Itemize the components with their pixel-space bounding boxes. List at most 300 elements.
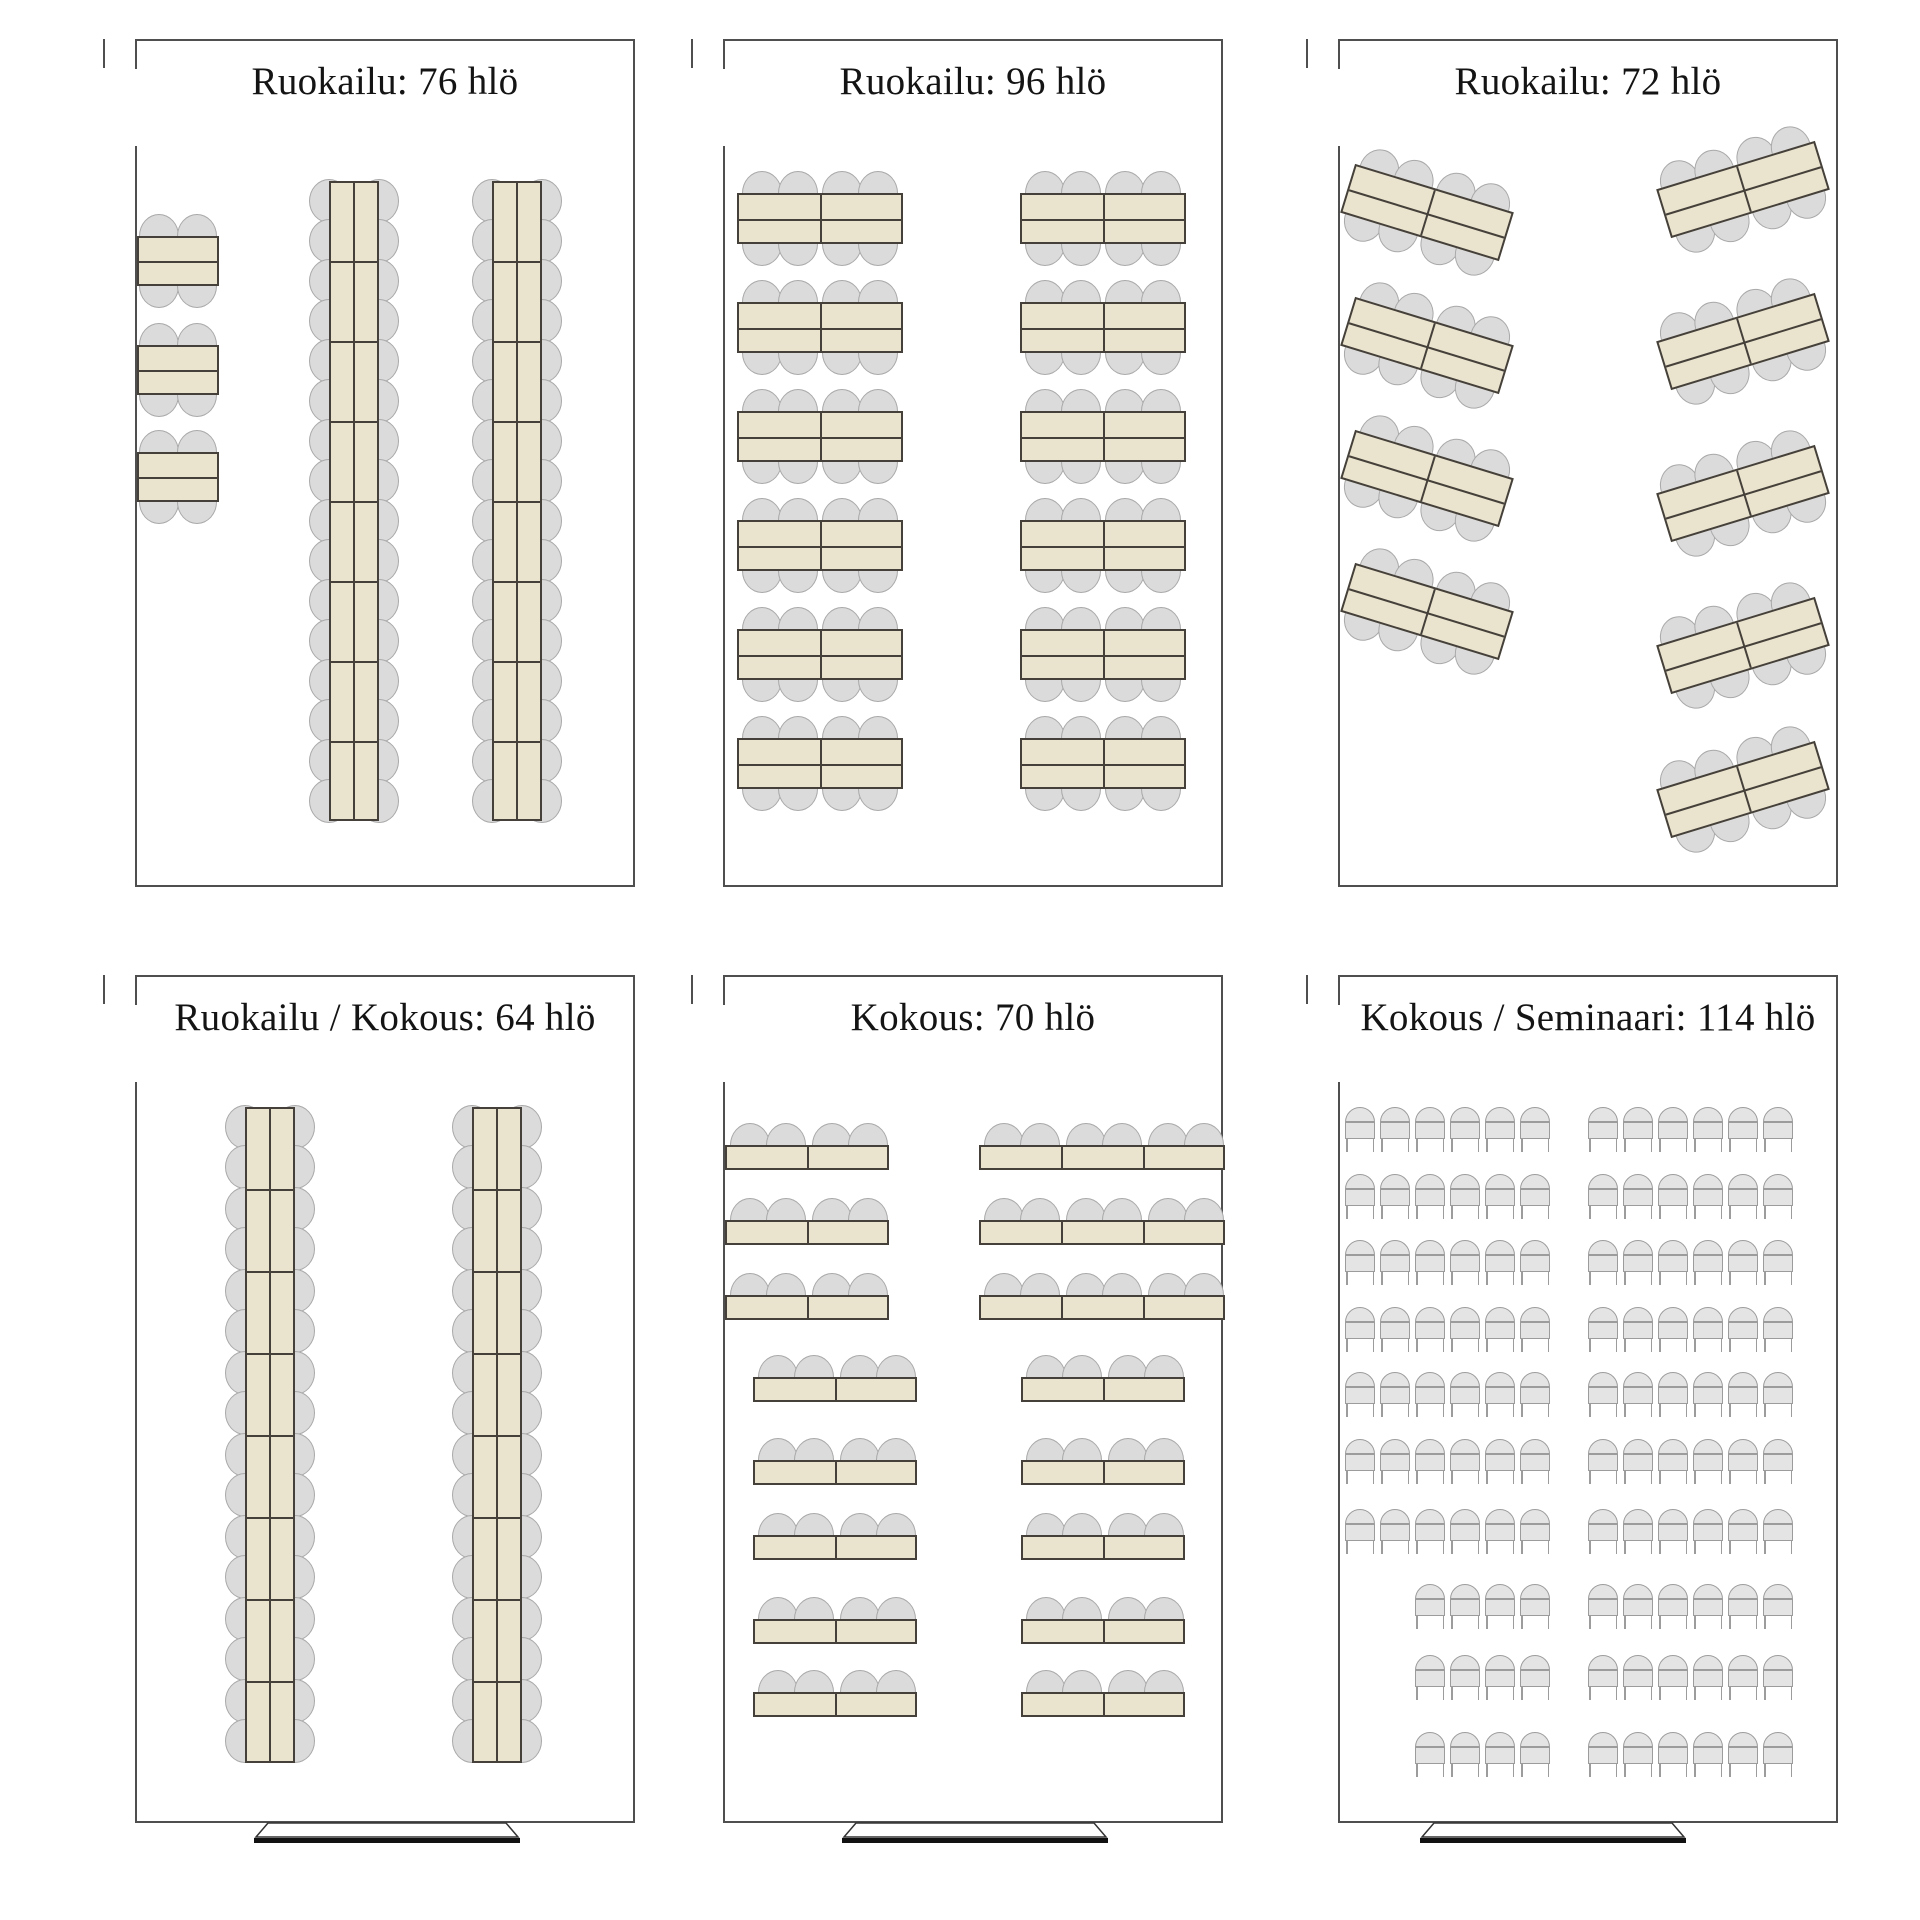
seminar-chair-leg [1659,1470,1661,1484]
seminar-chair-leg [1729,1615,1731,1629]
table-divider-line [1143,1222,1145,1243]
seminar-chair-seat-line [1624,1598,1652,1600]
seminar-chair-seat-line [1416,1121,1444,1123]
seminar-chair-leg [1451,1338,1453,1352]
seminar-chair-leg [1624,1470,1626,1484]
seminar-chair-back [1763,1509,1793,1541]
seminar-chair-seat-line [1346,1121,1374,1123]
table-divider-line [494,501,540,503]
door-leaf-line [691,975,693,1004]
seminar-chair-leg [1791,1470,1793,1484]
seminar-chair-back [1588,1240,1618,1272]
seminar-chair-back [1345,1509,1375,1541]
seminar-chair-leg [1521,1540,1523,1554]
dining-table-group [137,345,219,395]
table-divider-line [331,581,377,583]
seminar-chair-leg [1513,1271,1515,1285]
table-divider-line [247,1353,293,1355]
seminar-chair-leg [1694,1540,1696,1554]
seminar-chair-seat-line [1764,1386,1792,1388]
floor-plan-panel [135,975,635,1823]
seminar-chair-icon [1345,1509,1375,1555]
seminar-chair-leg [1721,1540,1723,1554]
dining-table-group [137,236,219,286]
seminar-chair-icon [1588,1240,1618,1286]
seminar-chair-back [1345,1439,1375,1471]
seminar-chair-leg [1764,1205,1766,1219]
seminar-chair-back [1520,1732,1550,1764]
seminar-chair-seat-line [1624,1254,1652,1256]
dining-table [137,345,219,395]
seminar-chair-leg [1589,1686,1591,1700]
seminar-chair-leg [1451,1205,1453,1219]
banquet-table [737,411,903,462]
table-divider-line [1103,1694,1105,1715]
seminar-chair-icon [1693,1439,1723,1485]
seminar-chair-leg [1443,1338,1445,1352]
seminar-chair-icon [1693,1584,1723,1630]
table-divider-line [1103,1379,1105,1400]
seminar-chair-leg [1408,1338,1410,1352]
seminar-chair-seat-line [1589,1188,1617,1190]
banquet-table [1020,302,1186,353]
seminar-chair-seat-line [1521,1188,1549,1190]
podium [254,1822,520,1844]
seminar-chair-back [1588,1584,1618,1616]
seminar-chair-leg [1624,1403,1626,1417]
seminar-chair-leg [1721,1205,1723,1219]
seminar-chair-leg [1791,1615,1793,1629]
seminar-chair-back [1380,1107,1410,1139]
seminar-chair-seat-line [1589,1254,1617,1256]
seminar-chair-leg [1416,1615,1418,1629]
seminar-chair-leg [1373,1138,1375,1152]
seminar-chair-back [1623,1107,1653,1139]
seminar-chair-icon [1520,1732,1550,1778]
table-divider-line [474,1353,520,1355]
seminar-chair-leg [1756,1470,1758,1484]
seminar-chair-back [1588,1107,1618,1139]
seminar-chair-leg [1791,1271,1793,1285]
seminar-chair-icon [1763,1372,1793,1418]
seminar-chair-leg [1486,1686,1488,1700]
seminar-chair-back [1345,1174,1375,1206]
seminar-chair-icon [1485,1174,1515,1220]
seminar-chair-leg [1651,1205,1653,1219]
table-divider-line [835,1621,837,1642]
seminar-chair-leg [1651,1686,1653,1700]
seminar-chair-seat-line [1764,1254,1792,1256]
table-divider-line [474,1271,520,1273]
seminar-chair-back [1415,1107,1445,1139]
seminar-chair-icon [1588,1655,1618,1701]
seminar-chair-icon [1658,1240,1688,1286]
seminar-chair-icon [1763,1107,1793,1153]
seminar-chair-seat-line [1694,1746,1722,1748]
seminar-chair-icon [1763,1439,1793,1485]
seminar-chair-back [1623,1584,1653,1616]
seminar-chair-seat-line [1486,1188,1514,1190]
table-divider-line [1103,304,1105,351]
seminar-chair-leg [1486,1403,1488,1417]
seminar-chair-seat-line [1659,1121,1687,1123]
table-divider-line [247,1189,293,1191]
seminar-chair-back [1763,1372,1793,1404]
seminar-chair-leg [1624,1540,1626,1554]
seminar-chair-leg [1694,1205,1696,1219]
seminar-chair-icon [1415,1509,1445,1555]
table-divider-line [494,421,540,423]
seminar-chair-leg [1548,1205,1550,1219]
seminar-chair-leg [1694,1763,1696,1777]
seminar-chair-back [1658,1372,1688,1404]
seminar-chair-leg [1513,1470,1515,1484]
table-divider-line [1103,1462,1105,1483]
seminar-chair-back [1380,1174,1410,1206]
seminar-chair-icon [1520,1509,1550,1555]
seminar-chair-leg [1616,1763,1618,1777]
seminar-chair-leg [1616,1271,1618,1285]
table-divider-line [494,741,540,743]
seminar-chair-leg [1346,1540,1348,1554]
seminar-chair-icon [1728,1372,1758,1418]
seminar-chair-leg [1373,1470,1375,1484]
seminar-chair-icon [1658,1307,1688,1353]
seminar-chair-leg [1478,1540,1480,1554]
seminar-chair-seat-line [1729,1746,1757,1748]
seminar-chair-back [1520,1439,1550,1471]
seminar-chair-seat-line [1521,1121,1549,1123]
seminar-chair-seat-line [1694,1453,1722,1455]
seminar-chair-leg [1729,1338,1731,1352]
seminar-chair-back [1520,1107,1550,1139]
banquet-table [737,520,903,571]
seminar-chair-icon [1693,1732,1723,1778]
seminar-chair-back [1728,1655,1758,1687]
seminar-chair-icon [1588,1584,1618,1630]
seminar-chair-leg [1443,1271,1445,1285]
seminar-chair-leg [1408,1540,1410,1554]
seminar-chair-back [1728,1732,1758,1764]
seminar-chair-icon [1415,1439,1445,1485]
table-divider-line [820,522,822,569]
seminar-chair-leg [1381,1470,1383,1484]
seminar-chair-seat-line [1521,1598,1549,1600]
classroom-table-group [725,1220,889,1245]
table-divider-line [247,1517,293,1519]
seminar-chair-icon [1728,1655,1758,1701]
seminar-chair-back [1658,1107,1688,1139]
seminar-chair-icon [1623,1107,1653,1153]
table-divider-line [1103,740,1105,787]
seminar-chair-leg [1346,1403,1348,1417]
seminar-chair-leg [1521,1205,1523,1219]
long-table-row-group [492,181,542,821]
seminar-chair-leg [1659,1271,1661,1285]
seminar-chair-back [1763,1732,1793,1764]
seminar-chair-leg [1694,1271,1696,1285]
seminar-chair-back [1658,1307,1688,1339]
seminar-chair-row [1345,1439,1555,1485]
banquet-table-group [1020,411,1186,462]
seminar-chair-icon [1380,1240,1410,1286]
seminar-chair-leg [1721,1271,1723,1285]
seminar-chair-icon [1520,1584,1550,1630]
seminar-chair-leg [1764,1271,1766,1285]
seminar-chair-leg [1589,1271,1591,1285]
seminar-chair-leg [1416,1403,1418,1417]
seminar-chair-leg [1589,1615,1591,1629]
table-divider-line [474,1599,520,1601]
seminar-chair-leg [1416,1271,1418,1285]
seminar-chair-leg [1416,1540,1418,1554]
seminar-chair-seat-line [1521,1523,1549,1525]
seminar-chair-leg [1721,1338,1723,1352]
table-divider-line [1061,1147,1063,1168]
seminar-chair-back [1763,1584,1793,1616]
seminar-chair-leg [1686,1470,1688,1484]
seminar-chair-leg [1521,1338,1523,1352]
seminar-chair-leg [1686,1540,1688,1554]
seminar-chair-leg [1486,1205,1488,1219]
table-divider-line [820,740,822,787]
seminar-chair-seat-line [1729,1386,1757,1388]
seminar-chair-seat-line [1381,1321,1409,1323]
dining-table [137,236,219,286]
seminar-chair-back [1380,1240,1410,1272]
classroom-table [753,1692,917,1717]
seminar-chair-icon [1415,1584,1445,1630]
seminar-chair-back [1450,1655,1480,1687]
classroom-table-group [1021,1460,1185,1485]
seminar-chair-icon [1450,1174,1480,1220]
seminar-chair-seat-line [1521,1254,1549,1256]
seminar-chair-back [1485,1584,1515,1616]
seminar-chair-seat-line [1729,1598,1757,1600]
seminar-chair-back [1345,1372,1375,1404]
seminar-chair-leg [1624,1763,1626,1777]
seminar-chair-icon [1450,1509,1480,1555]
banquet-table-group [1656,141,1830,238]
seminar-chair-back [1520,1584,1550,1616]
seminar-chair-icon [1763,1509,1793,1555]
seminar-chair-icon [1588,1732,1618,1778]
seminar-chair-row [1415,1584,1555,1630]
seminar-chair-icon [1415,1174,1445,1220]
seminar-chair-icon [1623,1307,1653,1353]
seminar-chair-back [1345,1107,1375,1139]
seminar-chair-icon [1450,1307,1480,1353]
seminar-chair-icon [1728,1174,1758,1220]
table-divider-line [820,304,822,351]
seminar-chair-leg [1651,1138,1653,1152]
seminar-chair-back [1380,1372,1410,1404]
seminar-chair-leg [1756,1205,1758,1219]
seminar-chair-leg [1686,1763,1688,1777]
classroom-table [725,1295,889,1320]
seminar-chair-leg [1756,1686,1758,1700]
seminar-chair-row [1588,1174,1798,1220]
banquet-table-group [737,738,903,789]
seminar-chair-icon [1520,1655,1550,1701]
seminar-chair-leg [1513,1686,1515,1700]
seminar-chair-seat-line [1659,1523,1687,1525]
seminar-chair-seat-line [1346,1523,1374,1525]
seminar-chair-back [1415,1174,1445,1206]
classroom-table [1021,1460,1185,1485]
seminar-chair-icon [1485,1372,1515,1418]
seminar-chair-leg [1408,1470,1410,1484]
seminar-chair-leg [1764,1403,1766,1417]
seminar-chair-icon [1693,1174,1723,1220]
long-table-row [472,1107,522,1763]
seminar-chair-icon [1693,1655,1723,1701]
table-divider-line [820,413,822,460]
seminar-chair-leg [1408,1403,1410,1417]
seminar-chair-icon [1380,1372,1410,1418]
seminar-chair-leg [1624,1205,1626,1219]
seminar-chair-icon [1415,1240,1445,1286]
seminar-chair-leg [1589,1403,1591,1417]
seminar-chair-seat-line [1659,1669,1687,1671]
classroom-table [725,1220,889,1245]
seminar-chair-leg [1373,1403,1375,1417]
seminar-chair-icon [1728,1439,1758,1485]
seminar-chair-leg [1589,1763,1591,1777]
seminar-chair-back [1520,1307,1550,1339]
seminar-chair-back [1623,1240,1653,1272]
seminar-chair-back [1485,1240,1515,1272]
seminar-chair-seat-line [1346,1254,1374,1256]
seminar-chair-leg [1686,1338,1688,1352]
floor-plan-panel [723,39,1223,887]
seminar-chair-seat-line [1451,1669,1479,1671]
seminar-chair-leg [1478,1615,1480,1629]
seminar-chair-seat-line [1381,1453,1409,1455]
seminar-chair-icon [1623,1240,1653,1286]
seminar-chair-leg [1651,1271,1653,1285]
seminar-chair-seat-line [1381,1254,1409,1256]
classroom-table-group [1021,1377,1185,1402]
seminar-chair-leg [1589,1205,1591,1219]
seminar-chair-icon [1450,1732,1480,1778]
table-divider-line [835,1462,837,1483]
seminar-chair-seat-line [1694,1523,1722,1525]
seminar-chair-icon [1450,1439,1480,1485]
seminar-chair-icon [1658,1732,1688,1778]
panel-title: Ruokailu / Kokous: 64 hlö [174,996,596,1039]
seminar-chair-seat-line [1416,1321,1444,1323]
dining-table-group [137,452,219,502]
seminar-chair-leg [1408,1271,1410,1285]
seminar-chair-row [1588,1732,1798,1778]
seminar-chair-leg [1791,1540,1793,1554]
panel-title: Ruokailu: 96 hlö [839,60,1107,103]
seminar-chair-leg [1513,1540,1515,1554]
banquet-table-group [1656,597,1830,694]
door-leaf-line [1306,975,1308,1004]
seminar-chair-seat-line [1589,1523,1617,1525]
seminar-chair-back [1728,1509,1758,1541]
table-divider-line [494,261,540,263]
seminar-chair-leg [1478,1763,1480,1777]
seminar-chair-icon [1380,1307,1410,1353]
seminar-chair-back [1520,1655,1550,1687]
seminar-chair-back [1693,1174,1723,1206]
table-divider-line [474,1681,520,1683]
seminar-chair-icon [1658,1107,1688,1153]
classroom-table [753,1377,917,1402]
seminar-chair-row [1588,1107,1798,1153]
seminar-chair-icon [1728,1509,1758,1555]
seminar-chair-seat-line [1346,1188,1374,1190]
seminar-chair-seat-line [1729,1669,1757,1671]
classroom-table [979,1220,1225,1245]
seminar-chair-leg [1686,1271,1688,1285]
podium-shape [1420,1822,1686,1844]
seminar-chair-leg [1373,1540,1375,1554]
seminar-chair-row [1588,1372,1798,1418]
floor-plan-panel [1338,39,1838,887]
seminar-chair-back [1693,1240,1723,1272]
seminar-chair-row [1588,1655,1798,1701]
seminar-chair-seat-line [1694,1669,1722,1671]
seminar-chair-seat-line [1729,1453,1757,1455]
seminar-chair-icon [1693,1107,1723,1153]
seminar-chair-leg [1616,1686,1618,1700]
seminar-chair-seat-line [1624,1321,1652,1323]
seminar-chair-icon [1623,1174,1653,1220]
seminar-chair-row [1588,1439,1798,1485]
seminar-chair-leg [1416,1686,1418,1700]
seminar-chair-back [1763,1240,1793,1272]
table-divider-line [331,661,377,663]
seminar-chair-leg [1729,1271,1731,1285]
seminar-chair-seat-line [1416,1188,1444,1190]
seminar-chair-icon [1450,1584,1480,1630]
seminar-chair-leg [1756,1338,1758,1352]
seminar-chair-back [1415,1584,1445,1616]
seminar-chair-leg [1729,1763,1731,1777]
seminar-chair-leg [1478,1138,1480,1152]
seminar-chair-icon [1693,1509,1723,1555]
table-divider-line [807,1222,809,1243]
seminar-chair-seat-line [1521,1669,1549,1671]
table-divider-line [835,1694,837,1715]
seminar-chair-icon [1658,1509,1688,1555]
seminar-chair-seat-line [1624,1453,1652,1455]
seminar-chair-seat-line [1589,1321,1617,1323]
seminar-chair-seat-line [1589,1669,1617,1671]
seminar-chair-back [1693,1439,1723,1471]
long-table-row-group [472,1107,522,1763]
seminar-chair-leg [1381,1403,1383,1417]
table-divider-line [494,581,540,583]
seminar-chair-seat-line [1416,1746,1444,1748]
seminar-chair-leg [1791,1205,1793,1219]
seminar-chair-icon [1728,1240,1758,1286]
seminar-chair-seat-line [1486,1386,1514,1388]
seminar-chair-row [1588,1240,1798,1286]
seminar-chair-icon [1763,1240,1793,1286]
seminar-chair-icon [1520,1240,1550,1286]
seminar-chair-leg [1548,1686,1550,1700]
table-divider-line [139,261,217,263]
seminar-chair-leg [1589,1540,1591,1554]
floor-plan-panel [723,975,1223,1823]
seminar-chair-back [1728,1174,1758,1206]
seminar-chair-back [1658,1509,1688,1541]
